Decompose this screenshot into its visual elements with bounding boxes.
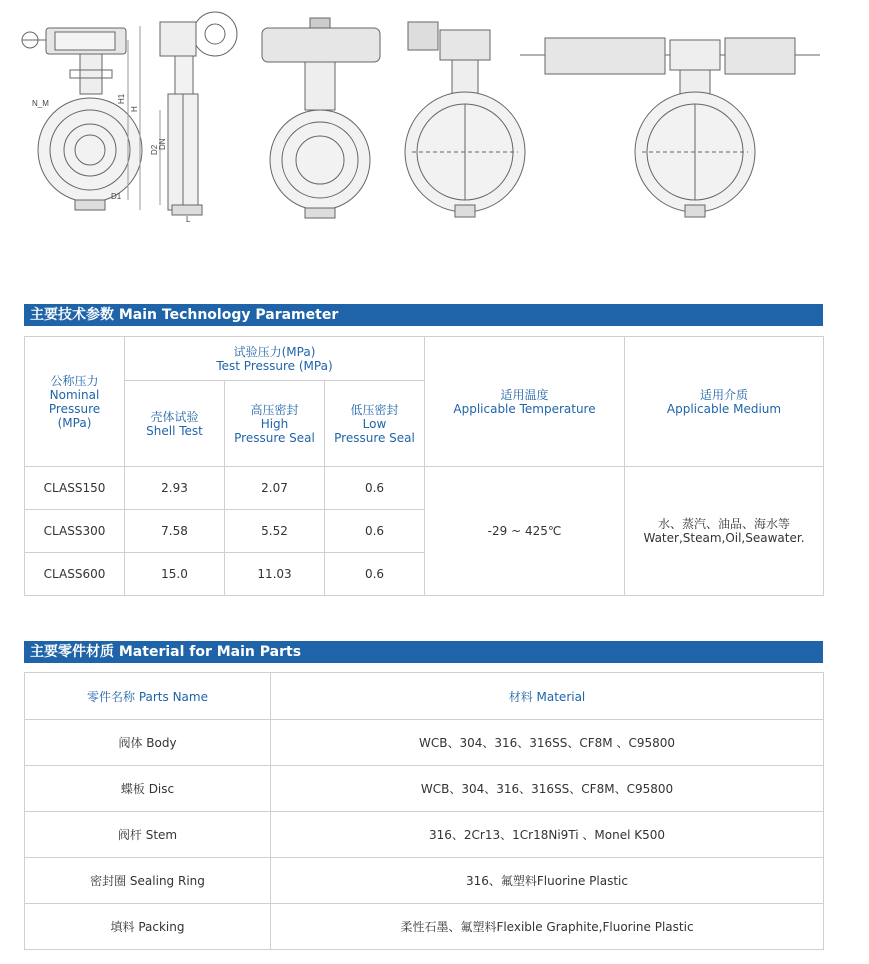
class-cell: CLASS600 (25, 553, 125, 596)
table-row (25, 467, 824, 510)
part-name-cell: 填料 Packing (25, 904, 271, 950)
header-nominal-pressure: 公称压力 Nominal Pressure (MPa) (25, 337, 125, 467)
material-cell: WCB、304、316、316SS、CF8M、C95800 (271, 766, 824, 812)
table-row (25, 720, 824, 766)
header-medium: 适用介质 Applicable Medium (625, 337, 824, 467)
part-name-cell: 阀体 Body (25, 720, 271, 766)
shell-test-cell: 7.58 (125, 510, 225, 553)
temperature-value: -29 ~ 425℃ (425, 467, 625, 596)
table-row (25, 812, 824, 858)
drawing-pneumatic-valve (262, 18, 380, 218)
table-row (25, 766, 824, 812)
class-cell: CLASS300 (25, 510, 125, 553)
high-pressure-cell: 5.52 (225, 510, 325, 553)
material-cell: 316、2Cr13、1Cr18Ni9Ti 、Monel K500 (271, 812, 824, 858)
drawing-side-section (160, 12, 237, 215)
label-d1: D1 (111, 192, 122, 201)
class-cell: CLASS150 (25, 467, 125, 510)
drawing-electric-valve (405, 22, 525, 217)
header-high-pressure-seal: 高压密封 High Pressure Seal (225, 381, 325, 467)
material-cell: WCB、304、316、316SS、CF8M 、C95800 (271, 720, 824, 766)
material-table (24, 672, 824, 950)
label-l: L (186, 215, 191, 224)
header-material: 材料 Material (271, 673, 824, 720)
label-d2: D2 (150, 144, 159, 155)
table-row (25, 858, 824, 904)
label-nm: N_M (32, 99, 49, 108)
section-title-material: 主要零件材质 Material for Main Parts (24, 641, 823, 663)
drawing-cylinder-valve (520, 38, 820, 217)
header-test-pressure: 试验压力(MPa) Test Pressure (MPa) (125, 337, 425, 381)
section-title-main-technology: 主要技术参数 Main Technology Parameter (24, 304, 823, 326)
main-technology-table (24, 336, 824, 596)
label-h: H (130, 106, 139, 112)
label-dn: DN (158, 138, 167, 150)
medium-value: 水、蒸汽、油品、海水等 Water,Steam,Oil,Seawater. (625, 467, 824, 596)
material-cell: 柔性石墨、氟塑料Flexible Graphite,Fluorine Plastic (271, 904, 824, 950)
header-low-pressure-seal: 低压密封 Low Pressure Seal (325, 381, 425, 467)
header-temperature: 适用温度 Applicable Temperature (425, 337, 625, 467)
header-shell-test: 壳体试验 Shell Test (125, 381, 225, 467)
low-pressure-cell: 0.6 (325, 510, 425, 553)
valve-drawings (0, 0, 869, 240)
header-parts-name: 零件名称 Parts Name (25, 673, 271, 720)
high-pressure-cell: 2.07 (225, 467, 325, 510)
table-row (25, 904, 824, 950)
shell-test-cell: 15.0 (125, 553, 225, 596)
low-pressure-cell: 0.6 (325, 553, 425, 596)
label-h1: H1 (117, 93, 126, 104)
part-name-cell: 密封圈 Sealing Ring (25, 858, 271, 904)
high-pressure-cell: 11.03 (225, 553, 325, 596)
low-pressure-cell: 0.6 (325, 467, 425, 510)
shell-test-cell: 2.93 (125, 467, 225, 510)
material-cell: 316、氟塑料Fluorine Plastic (271, 858, 824, 904)
part-name-cell: 阀杆 Stem (25, 812, 271, 858)
drawing-gear-operated-valve (22, 26, 142, 210)
part-name-cell: 蝶板 Disc (25, 766, 271, 812)
